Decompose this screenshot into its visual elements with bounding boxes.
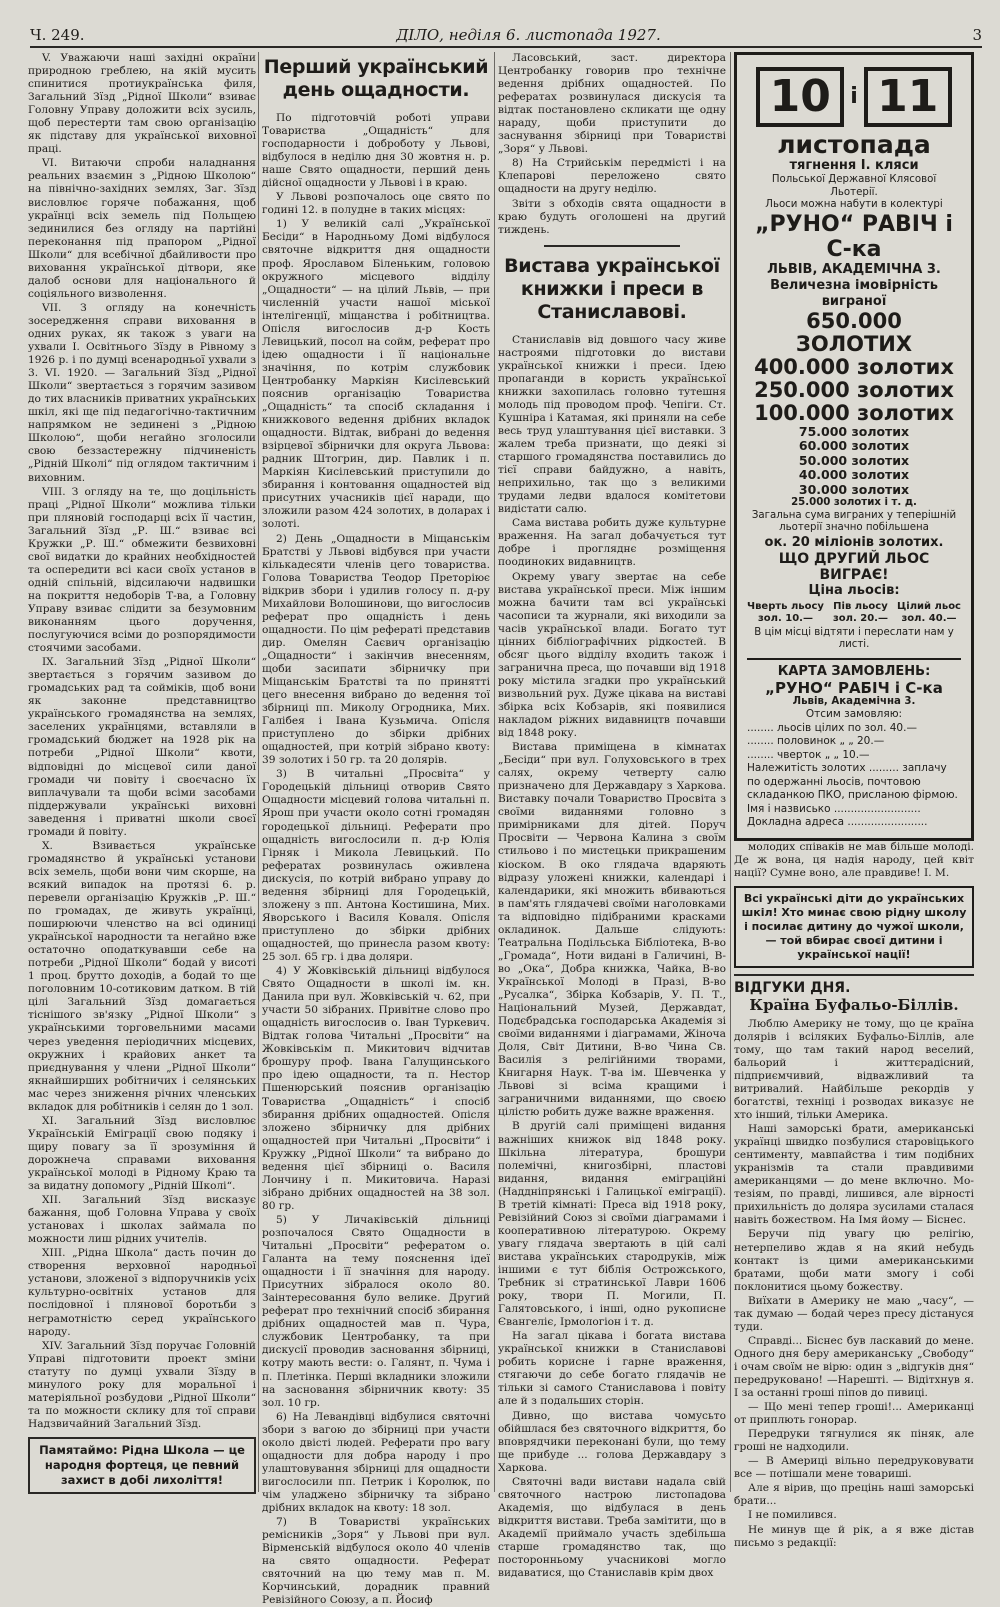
paragraph: Станиславів від довшого часу живе настроями підготовки до вистави української книжки і преси. Ідею пропаганди в користь української книжки захопилась головно тутешня молодь під проводом проф. Чепіги. Ст. Кушніра і Катамая, які приняли на себе весь труд улаштування цієї виставки. З жалем треба признати, що деякі зі старшого громадянства поставились до тієї справи байдужно, а навіть, неприхильно, так що з великими трудами ледви вдалося комітетови видістати салю. xyxy=(498,333,726,516)
paragraph: 5) У Личаківській дільниці розпочалося Свято Ощадности в Читальні „Просвіти“ рефератом о. Галанта на тему пояснення ідеї ощадности і її значіння для народу. Присутних зібралося около 80. Заінтересовання було велике. Другий реферат про технічний спосіб збирання дрібних ощадностей мав п. Чура, службовик Центробанку, та при дискусії проводив засновання збірниці, котру мають вести: о. Галянт, п. Чума і п. Плетінка. Перші вкладники зложили на засновання збірничник квоту: 35 зол. 10 гр. xyxy=(262,1213,490,1409)
price-value: зол. 10.— xyxy=(757,612,813,624)
page-header xyxy=(30,18,982,48)
order-line: Отсим замовляю: xyxy=(805,708,903,720)
article-headline: Перший український день ощадности. xyxy=(263,56,489,101)
column-3 xyxy=(498,52,726,1580)
column-rule xyxy=(494,52,495,1492)
paragraph: 4) У Жовківській дільниці відбулося Свято Ощадности в школі ім. кн. Данила при вул. Жовківській ч. 62, при участи 50 зібраних. Привітне слово про ощадність вигослосив о. Іван Туркевич. Відтак голова Читальні „Просвіти“ на Жовківськім п. Микитович відчитав брошуру проф. Івана Галущинського про ідею ощадности, та п. Нестор Пшенюрський пояснив організацію Товариства „Ощадність“ і спосіб збирання дрібних ощадностей. Опісля зложено збірничку для дрібних ощадностей при Читальні „Просвіти“ і Кружку „Рідної Школи“ та вибрано до ведення цієї збірниці о. Василя Лончину і п. Микитовича. Наразі зібрано дрібних ощадностей на 38 зол. 80 гр. xyxy=(262,965,490,1212)
ad-price-title: Ціна льосів: xyxy=(808,582,900,598)
column-rule xyxy=(258,52,259,1492)
order-line: Докладна адреса ........................ xyxy=(747,816,928,828)
column-1 xyxy=(28,52,256,1492)
paragraph: — В Америці вільно передруковувати все — потішали мене товариші. xyxy=(734,1455,974,1481)
ad-total: ок. 20 міліонів золотих. xyxy=(764,534,944,550)
paragraph: Сама вистава робить дуже культурне враження. На загал добачується тут добре і прогляднє розміщення поодиноких видавництв. xyxy=(498,517,726,569)
order-address: Львів, Академічна 3. xyxy=(792,695,916,707)
ad-lottery: Польської Державної Клясової Льотерії. xyxy=(771,174,937,198)
order-line: ........ льосів цілих по зол. 40.— xyxy=(747,721,917,734)
column-2 xyxy=(262,52,490,1607)
paragraph: Окрему увагу звертає на себе вистава української преси. Між іншим можна бачити там всі українські часописи та журнали, які виходили за часів української влади. Богато тут цінних бібліографічних рідкостей. В обсяг цього відділу входить також і загранична преса, що почавши від 1918 року містила згадки про український визвольний рух. Дуже цікава на виставі збірка всіх Кобзарів, які появилися накладом ріжних видавництв почавши від 1848 року. xyxy=(498,570,726,740)
paragraph: XI. Загальний Зїзд висловлює Українській Еміграції свою подяку і щиру повагу за її зрозуміння й дорожнеча справами виховання української молоді в Рідному Краю та за видатну допомогу „Рідній Школі“. xyxy=(28,1114,256,1193)
paragraph: молодих співаків не мав більше молоді. Де ж вона, ця надія народу, цей квіт нації? Сумне воно, але правдиве! І. М. xyxy=(734,840,974,879)
price-value: зол. 20.— xyxy=(832,612,888,624)
paragraph: Але я вірив, що прецінь наші заморські брати... xyxy=(734,1482,974,1508)
masthead-date: ДІЛО, неділя 6. листопада 1927. xyxy=(396,26,661,44)
order-title: КАРТА ЗАМОВЛЕНЬ: xyxy=(777,663,931,679)
paragraph: 2) День „Ощадности в Міщанськім Братстві у Львові відбувся при участи кількадесяти членів цего товариства. Голова Товариства Теодор Преторіює відкрив збори і удилив голосу п. д-ру Михайлови Волошинови, що вигослосив реферат про ощадність і день ощадности. По цім рефераті представив дир. Омелян Саєвич організацію „Ощадности“ і закінчив внесенням, щоби засипати збірничку при Міщанськім Братстві та по принятті цего внесення вибрано до ведення тої збірниці пп. Миколу Огродника, Мих. Галібея і Івана Кузьмича. Опісля приступлено до збірки дрібних ощадностей, при котрій зібрано квоту: 39 золотих і 50 гр. та 20 долярів. xyxy=(262,532,490,767)
paragraph: 7) В Товаристві українських ремісників „Зоря“ у Львові при вул. Вірменській відбулося около 40 членів на свято ощадности. Реферат святочний на цю тему мав п. М. Корчинський, дорадник правний Ревізійного Союзу, а п. Йосиф xyxy=(262,1516,490,1607)
column-rule xyxy=(730,52,731,1492)
ad-every-second: ЩО ДРУГИЙ ЛЬОС ВИГРАЄ! xyxy=(778,550,930,583)
draw-dates xyxy=(747,67,961,127)
paragraph: 8) На Стрийськім передмісті і на Клепарові переложено свято ощадности на другу неділю. xyxy=(498,157,726,196)
order-line: Належитість золотих ......... заплачу xyxy=(747,762,947,774)
ad-month: листопада xyxy=(777,130,931,159)
ad-prize: 50.000 золотих xyxy=(798,452,910,468)
order-line: ........ половинок „ „ 20.— xyxy=(747,735,885,747)
separator xyxy=(734,974,974,976)
price-value: зол. 40.— xyxy=(901,612,957,624)
paragraph: Виїхати в Америку не маю „часу“, — так думаю — бодай через пресу дістануся туди. xyxy=(734,1294,974,1333)
ad-prices xyxy=(747,601,961,625)
article-headline: Вистава української книжки і преси в Станиславові. xyxy=(504,254,720,323)
ad-prize: 400.000 золотих xyxy=(754,354,954,379)
ad-prize: 40.000 золотих xyxy=(798,467,910,482)
paragraph: На загал цікава і богата вистава української книжки в Станиславові робить корисне і гарне враження, стягаючи до себе богато глядачів не тільки зі самого Станиславова і повіту але й з подальших сторін. xyxy=(498,1330,726,1408)
lottery-advertisement xyxy=(734,52,974,841)
paragraph: Справді... Біснес був ласкавий до мене. Одного дня беру американську „Свободу“ і очам своїм не вірю: один з „відгуків дня“ передруковано! —Нарешті. — Відітхнув я. І за останні гроші піпов до пивиці. xyxy=(734,1334,974,1400)
ad-total-note: Загальна сума виграних у теперішній льотерії значно побільшена xyxy=(751,509,957,533)
paragraph: — Що мені тепер гроші!... Американці от приплють гонорар. xyxy=(734,1401,974,1427)
column-4 xyxy=(734,52,974,1549)
paragraph: V. Уважаючи наші західні окраїни природною греблею, на якій мусить спинитися протиукраїнська филя, Загальний Зїзд „Рідної Школи“ взиває Головну Управу доложити всіх зусиль, щоб перестерти там свою організацію як підставу для української виховної праці. xyxy=(28,52,256,156)
price-label: Цілий льос xyxy=(897,600,961,612)
paragraph: X. Взивається українське громадянство й українські установи всіх земель, щоби вони чим скорше, на всякий випадок на протязі 6. р. перевели організацію Кружків „Р. Ш.“ по громадах, де живуть українці, поширюючи членство на всі одиниці української народности та негайно вже остаточно оподаткувавши себе на потреби „Рідної Школи“ бодай у висоті 1 проц. брутто доходів, а бодай то ще поголовним 10-сотиковим датком. В тій цілі Загальний Зїзд домагається тіснішого зв'язку „Рідної Школи“ з українськими торговельними масами через уведення періодичних місцевих, окружних і крайових анкет та приєднування у члени „Рідної Школи“ якнайширших робітничих і селянських мас через зниження річних членських вкладок для робітників і селян до 1 зол. xyxy=(28,839,256,1113)
paragraph: Дивно, що вистава чомусьто обійшлася без святочного відкриття, бо вповрядчики переконані були, що тему ще прибуде ... голова Державдару з Харкова. xyxy=(498,1409,726,1474)
ad-address: ЛЬВІВ, АКАДЕМІЧНА 3. xyxy=(767,261,941,277)
paragraph: XIII. „Рідна Школа“ дасть почин до створення верховної народньої установи, зложеної з відпоручників усіх культурно-освітніх установ для послідовної і плянової боротьби з неграмотністю серед українського народу. xyxy=(28,1247,256,1338)
date-conjunction: і xyxy=(850,84,858,110)
order-line: Імя і назвисько .......................... xyxy=(747,802,921,815)
paragraph: 6) На Левандівці відбулися святочні збори з вагою до збірниці при участи около двісті людей. Реферати про вагу ощадности для добра народу і про улаштовування збірниці для ощадности вигослосили пп. Петрик і Королюк, по чім уладжено збірничку та зібрано дрібних вкладок на квоту: 18 зол. xyxy=(262,1410,490,1514)
paragraph: IX. Загальний Зїзд „Рідної Школи“ звертається з горячим зазивом до громадських рад та сойміків, щоб вони як законне представництво українського громадянства на землях, заселених українцями, вставляли в громадський бюджет на 1928 рік на потреби „Рідної Школи“ квоти, відповідні до місцевої сили даної громади чи повіту і своєчасно їх виплачували та щоби всіми засобами піддержували українські виховні заведення і приватні школи своєї громади й повіту. xyxy=(28,656,256,838)
paragraph: VI. Витаючи спроби наладнання реальних взаємин з „Рідною Школою“ на північно-західних землях, Заг. Зїзд висловлює горяче побажання, щоб українці всіх земель під Польщею зединилися без огляду на партійні переконання під прапором „Рідної Школи“ для всебічної дбайливости про виховання української дітвори, яке далоб основи для національного й соціяльного визволення. xyxy=(28,157,256,300)
ad-buy: Льоси можна набути в колектурі xyxy=(765,199,943,210)
paragraph: По підготовчій роботі управи Товариства „Ощадність“ для господарности і доброботу у Львові, відбулося в неділю дня 30 жовтня н. р. наше Свято ощадности, перший день дійсної ощадности у Львові і в краю. xyxy=(262,112,490,190)
ad-prize: 650.000 ЗОЛОТИХ xyxy=(795,308,913,356)
ad-prize: 25.000 золотих і т. д. xyxy=(791,497,917,508)
paragraph: Люблю Америку не тому, що це країна долярів і всіляких Буфальо-Біллів, але тому, що там такий народ веселий, бальорий і життєрадісний, підприємчивий, відважливий та витривалий. Найбільше рекордів у богатстві, техніці і розводах виказує не хто інший, тільки Америка. xyxy=(734,1017,974,1122)
rubric-heading: ВІДГУКИ ДНЯ. xyxy=(734,979,851,996)
date-box: 10 xyxy=(756,67,844,127)
ad-prize: 100.000 золотих xyxy=(754,400,954,425)
paragraph: І не помилився. xyxy=(748,1509,837,1522)
order-line: по одержанні льосів, почтовою складанкою ПКО, присланою фірмою. xyxy=(747,775,958,801)
paragraph: XII. Загальний Зїзд висказує бажання, щоб Головна Управа у своїх установах і школах займала по можности лиш рідних учителів. xyxy=(28,1194,256,1246)
article-headline: Країна Буфальо-Біллів. xyxy=(749,995,959,1014)
ad-chance: Величезна імовірність виграної xyxy=(770,277,938,309)
ad-prize: 60.000 золотих xyxy=(798,438,910,453)
paragraph: Передруки тягнулися як піняк, але гроші не надходили. xyxy=(734,1428,974,1454)
order-form xyxy=(747,658,961,830)
paragraph: 3) В читальні „Просвіта“ у Городецькій дільниці отворив Свято Ощадности місцевий голова читальні п. Ярош при участи около сотні громадян городецької дільниці. Реферати про ощадність вигослосили п. д-р Юлія Гірняк і Микола Левицький. По рефератах розвинулась оживлена дискусія, по котрій вибрано управу до ведення збірниці для Городецькій, зложену з пп. Антона Костишина, Мих. Яворського і Василя Коваля. Опісля приступлено до збірки дрібних ощадностей, що принесла разом квоту: 25 зол. 65 гр. і два доляри. xyxy=(262,768,490,963)
paragraph: Не минув ще й рік, а я вже дістав письмо з редакції: xyxy=(734,1523,974,1549)
price-half xyxy=(833,601,888,625)
price-whole xyxy=(897,601,961,625)
price-label: Пів льосу xyxy=(833,600,888,612)
page-number: 3 xyxy=(972,26,982,44)
order-brand: „РУНО“ РАБІЧ і С-ка xyxy=(765,678,943,697)
price-quarter xyxy=(747,601,824,625)
date-box: 11 xyxy=(864,67,952,127)
paragraph: XIV. Загальний Зїзд поручає Головній Управі підготовити проект зміни статуту по думці ухвали Зїзду в минулого року для моральної і матеріяльної розбудови „Рідної Школи“ та по можности склику для тої справи Надзвичайний Загальний Зїзд. xyxy=(28,1339,256,1430)
paragraph: Звіти з обходів свята ощадности в краю будуть оголошені на другий тиждень. xyxy=(498,197,726,236)
motto-box: Памятаймо: Рідна Школа — це народня фортеця, це певний захист в добі лихоліття! xyxy=(28,1437,256,1494)
ad-prize: 250.000 золотих xyxy=(754,377,954,402)
issue-number: Ч. 249. xyxy=(30,26,85,44)
notice-box: Всі українські діти до українських шкіл! Хто минає свою рідну школу і посилає дитину до чужої школи, — той вбирає своєї дитини і української нації! xyxy=(734,886,974,968)
separator xyxy=(544,245,681,247)
paragraph: Наші заморські брати, американські українці швидко позбулися старовіцького сентименту, мавпайства і тим подібних укранізмів та стали правдивими американцями — до мене включно. Мо-тезіям, по правді, лишився, але вірності прихильність до доляра зусилами сталася навіть божеством. На Імя йому — Біснес. xyxy=(734,1123,974,1227)
paragraph: Вистава приміщена в кімнатах „Бесіди“ при вул. Голуховського в трех салях, окрему четверту салю призначено для Державдару з Харкова. Виставку почали Товариство Просвіта з своїми виданнями головно з примірниками для дітей. Поруч Просвіти — Червона Калина з своїм стильово і по мистецьки прикрашеним кіоском. В око глядача вдаряють відразу уложені книжки, календарі і календарики, які множить вбиваються в пам'ять глядачеві своїми наголовками та відповідно підібраними красками окладинок. Дальше слідують: Театральна Подільська Бібліотека, В-во „Громада“, Ноти видані в Галичині, В-во „Ока“, Добра книжка, Чайка, В-во Української Молоді в Празі, В-во „Русалка“, Збірка Кобзарів, У. П. Т., Національний Музей, Державдат, Подєбрадська господарська Академія зі своїми виданнями і діаграмами, Жіноча Доля, Світ Дитини, В-во Чина Св. Василія з релігійними творами, Книгарня Наук. Т-ва ім. Шевченка у Львові зі всіма кращими і заграничними виданнями, що своєю цілістю робить дуже важне враження. xyxy=(498,741,726,1119)
paragraph: В другій салі приміщені видання важніших книжок від 1848 року. Шкільна література, брошури полемічні, книгозбірні, пластові видання, видання еміграційні (Наддніпрянські і Галицької еміграції). В третій кімнаті: Преса від 1918 року, Ревізійний Союз зі своїми діаграмами і кооперативною літературою. Окрему увагу глядача звертають в цій салі вистава українських стародруків, між іншими є тут біблія Острожського, Требник зі стратинської Лаври 1606 року, твори П. Могили, П. Галятовського, і інші, одно рукописне Євангеліє, Ірмологіон і т. д. xyxy=(498,1120,726,1329)
paragraph: 1) У великій салі „Української Бесіди“ в Народньому Домі відбулося святочне відкриття дня ощадности проф. Ярославом Біленьким, головою окружного місцевого відділу „Ощадности“ — на цілий Львів, — при численній участи нашої міської інтелігенції, міщанства і робітництва. Опісля вигослосив д-р Кость Левицький, посол на сойм, реферат про ідею ощадности і її національне значіння, по котрім службовик Центробанку Маркіян Кисілевський пояснив організацію Товариства „Ощадність“ та спосіб складання і книжкового ведення дрібних вкладок ощадности. Відтак, вибрані до ведення взірцевої збірнички для округа Львова: радник Штогрин, дир. Павлик і п. Маркіян Кисілевський приступили до збирання і контовання ощадностей від присутних учасників цієї наради, що зложили разом 424 золотих, в доларах і золоті. xyxy=(262,218,490,531)
order-line: ........ чверток „ „ 10.— xyxy=(747,748,870,761)
ad-prize: 75.000 золотих xyxy=(798,423,910,439)
ad-draw: тягнення І. кляси xyxy=(789,158,919,173)
paragraph: Ласовський, заст. директора Центробанку говорив про технічне ведення дрібних ощадностей. По рефератах розвинулася дискусія та відтак постановлено скликати ще одну нараду, щоби приступити до заснування збірниці при Товаристві „Зоря“ у Львові. xyxy=(498,52,726,156)
paragraph: VIII. З огляду на те, що доцільність праці „Рідної Школи“ можлива тільки при пляновій господарці всіх її частин, Загальний Зїзд „Р. Ш.“ взиває всі Кружки „Р. Ш.“ обмежити безвиховні свої видатки до крайних необхідностей та оспередити всі каси своїх установ в одній спільній, відсилаючи надвишки на покриття недоборів Т-ва, а Головну Управу взиває слідити за безумовним виконанням цього доручення, послугуючися всіми до розпорядимости стоячими засобами. xyxy=(28,485,256,655)
price-label: Чверть льосу xyxy=(747,600,824,612)
paragraph: Беручи під увагу цю релігію, нетерпеливо ждав я на який небудь контакт із цими американськими братами, щоби мати змогу і собі поклонитися цьому божеству. xyxy=(734,1228,974,1293)
paragraph: У Львові розпочалось оце свято по годині 12. в полудне в таких місцях: xyxy=(262,191,490,217)
ad-brand: „РУНО“ РАВІЧ і С-ка xyxy=(755,211,953,262)
ad-prize: 30.000 золотих xyxy=(798,481,910,497)
paragraph: Святочні вади вистави надала свій святочного настрою листопадова Академія, що відбулася в день відкриття вистави. Треба замітити, що в Академії приймало участь здебільша старше громадянство так, що посторонньому учасникові могло видаватися, що Станиславів крім двох xyxy=(498,1475,726,1580)
paragraph: VII. З огляду на конечність зосередження справи виховання в одних руках, як також з уваги на ухвали І. Освітнього Зїзду в Рівному з 1926 р. і по думці всенародньої ухвали з 3. VI. 1920. — Загальний Зїзд „Рідної Школи“ звертається з горячим зазивом до тих власників приватних українських шкіл, які ще під педагогічно-тактичним напрямком не зединені з „Рідною Школою“, щоби негайно зголосили свою беззастережну підчиненість „Рідній Школі“ під оглядом тактичним і виховним. xyxy=(28,301,256,484)
ad-cutout: В цім місці відтяти і переслати нам у листі. xyxy=(754,626,954,650)
